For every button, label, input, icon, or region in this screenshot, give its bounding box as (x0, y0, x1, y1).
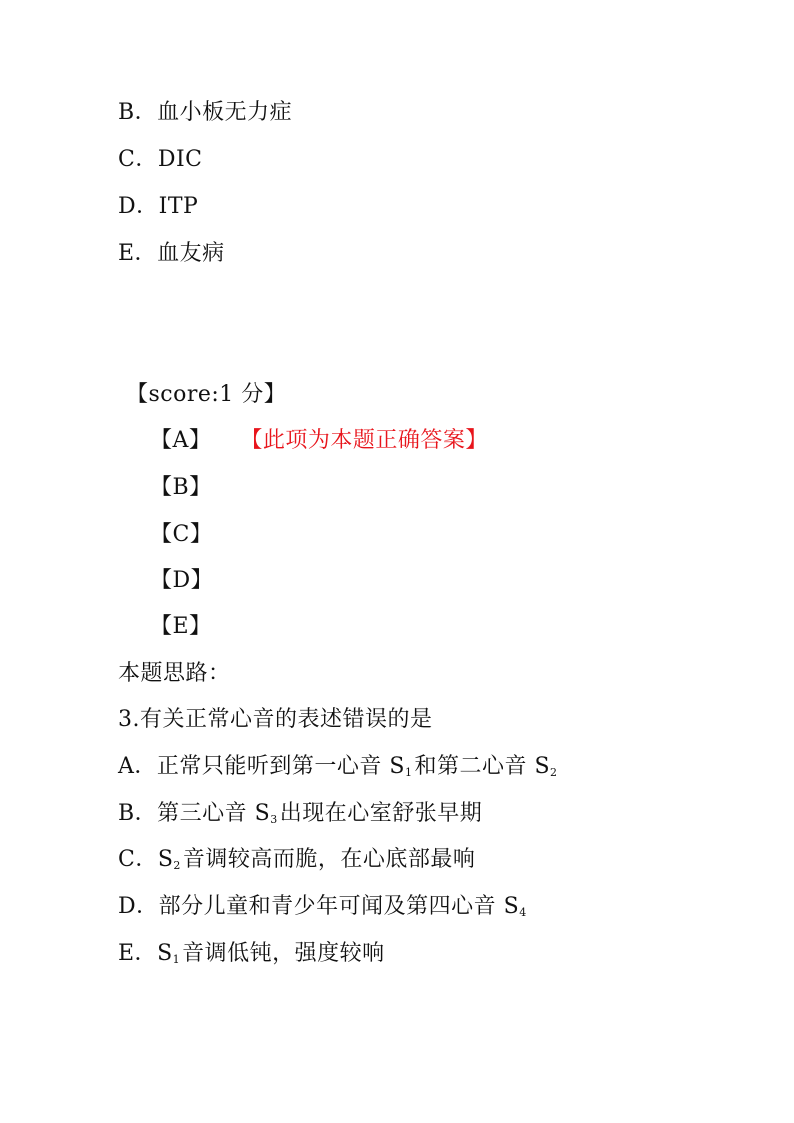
answer-label: 【C】 (150, 522, 213, 547)
score-label: 【score:1 分】 (126, 382, 287, 407)
option-letter: C． (118, 847, 158, 872)
option-text: S (157, 941, 173, 966)
subscript: 2 (550, 766, 558, 779)
option-text: DIC (157, 147, 203, 172)
answer-label: 【B】 (150, 475, 212, 500)
option-letter: E． (118, 241, 158, 266)
answer-option-a (150, 426, 488, 456)
option-text: 正常只能听到第一心音 S (156, 754, 405, 779)
prev-option-b (118, 98, 292, 128)
option-text: 血小板无力症 (157, 100, 293, 125)
answer-option-e (150, 612, 212, 642)
option-text: 血友病 (157, 241, 225, 266)
answer-option-b (150, 473, 212, 503)
question-option-e (118, 939, 385, 975)
subscript: 1 (404, 766, 413, 779)
option-letter: A． (118, 754, 157, 779)
question-option-c (118, 845, 475, 881)
option-text: 第三心音 S (157, 801, 271, 826)
prev-option-c (118, 145, 203, 175)
question-option-d (118, 892, 529, 928)
question-stem (118, 705, 433, 735)
analysis-label: 本题思路： (118, 661, 231, 686)
subscript: 3 (270, 813, 278, 826)
option-text: ITP (158, 194, 199, 219)
question-option-a (118, 752, 560, 788)
option-letter: B． (118, 100, 158, 125)
answer-label: 【D】 (150, 568, 214, 593)
answer-label: 【A】 (150, 428, 212, 453)
question-option-b (118, 799, 482, 835)
option-text: 出现在心室舒张早期 (279, 801, 483, 826)
option-letter: B． (118, 801, 158, 826)
option-letter: D． (118, 194, 159, 219)
prev-option-d (118, 192, 198, 222)
question-text: 有关正常心音的表述错误的是 (140, 707, 433, 732)
option-text: 和第二心音 S (414, 754, 551, 779)
subscript: 4 (519, 906, 527, 919)
prev-option-e (118, 239, 225, 269)
correct-answer-note: 【此项为本题正确答案】 (251, 428, 488, 453)
answer-label: 【E】 (150, 614, 212, 639)
option-letter: C． (118, 147, 158, 172)
subscript: 1 (172, 953, 181, 966)
option-text: 音调低钝，强度较响 (182, 941, 385, 966)
option-text: 音调较高而脆，在心底部最响 (182, 847, 476, 872)
option-letter: E． (118, 941, 158, 966)
option-text: 部分儿童和青少年可闻及第四心音 S (158, 894, 520, 919)
option-letter: D． (118, 894, 159, 919)
answer-option-d (150, 566, 213, 596)
question-number: 3. (118, 707, 140, 732)
subscript: 2 (173, 859, 181, 872)
answer-option-c (150, 520, 212, 550)
option-text: S (157, 847, 174, 872)
